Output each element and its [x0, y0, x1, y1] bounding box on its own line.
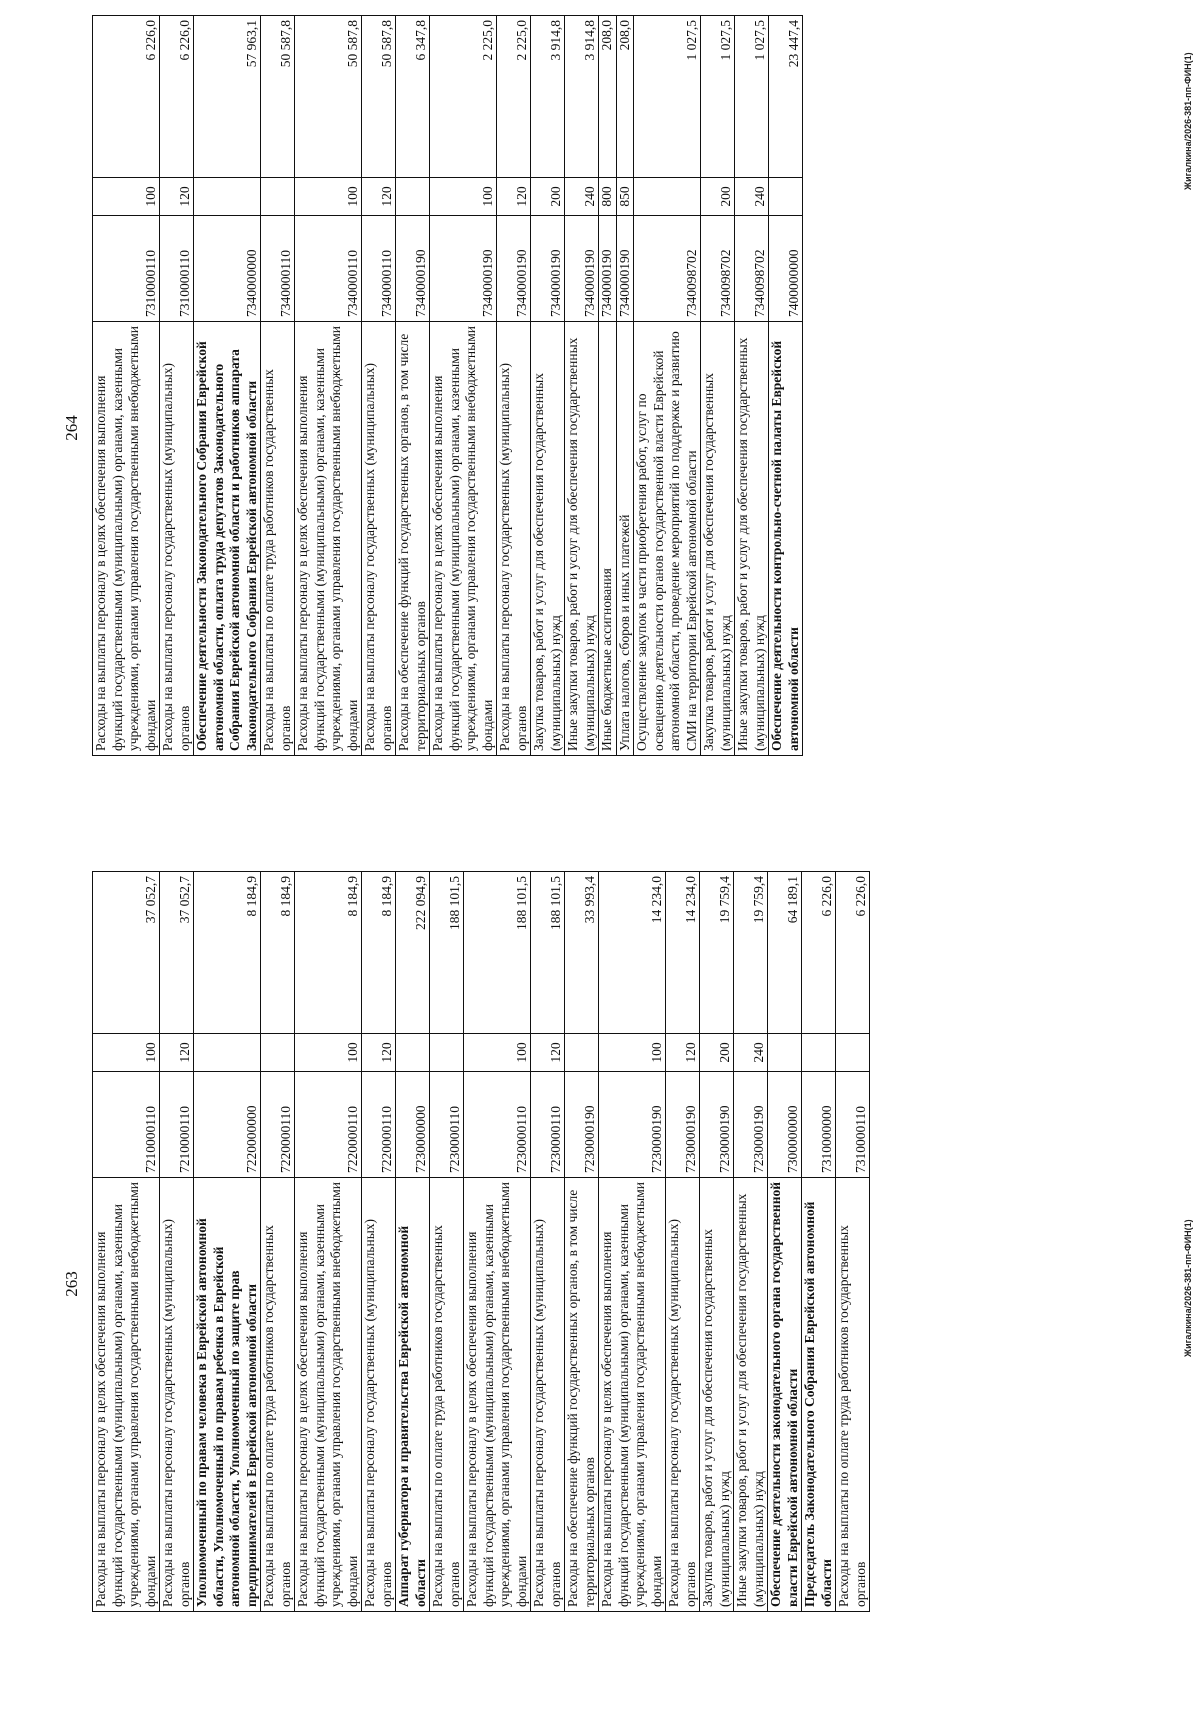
row-sum: 6 226,0	[802, 872, 836, 1034]
budget-table-left	[92, 871, 870, 1612]
row-sum: 222 094,9	[396, 872, 430, 1034]
row-name: Расходы на выплаты персоналу государственных (муниципальных) органов	[362, 322, 396, 756]
table-row	[634, 16, 701, 756]
row-name: Аппарат губернатора и правительства Еврейской автономной области	[396, 1178, 430, 1612]
row-sum: 188 101,5	[464, 872, 531, 1034]
row-kvr: 240	[565, 178, 599, 216]
row-code: 7340098702	[735, 216, 769, 322]
row-name: Расходы на выплаты персоналу в целях обеспечения выполнения функций государственными (муниципальными) органами, казенными учреждениями, органами управления государственными внебюджетными фондами	[295, 322, 362, 756]
row-code: 7340000190	[616, 216, 634, 322]
row-kvr: 100	[93, 1034, 160, 1072]
row-kvr: 100	[464, 1034, 531, 1072]
table-row	[769, 16, 803, 756]
row-code: 7230000110	[464, 1072, 531, 1178]
page-number: 263	[62, 1271, 81, 1297]
page-263	[0, 856, 1200, 1712]
row-kvr: 240	[734, 1034, 768, 1072]
row-sum: 14 234,0	[666, 872, 700, 1034]
row-name: Расходы на выплаты по оплате труда работников государственных органов	[836, 1178, 870, 1612]
table-row	[261, 872, 295, 1612]
footer-code: Жигалкина/2026-381-пп-ФИН(1)	[1183, 1219, 1193, 1357]
row-name: Расходы на выплаты персоналу в целях обеспечения выполнения функций государственными (муниципальными) органами, казенными учреждениями, органами управления государственными внебюджетными фондами	[430, 322, 497, 756]
table-row	[362, 16, 396, 756]
row-sum: 6 226,0	[93, 16, 160, 178]
row-code: 7340000190	[531, 216, 565, 322]
row-kvr: 120	[497, 178, 531, 216]
table-row	[93, 16, 160, 756]
row-kvr	[634, 178, 701, 216]
row-name: Закупка товаров, работ и услуг для обеспечения государственных (муниципальных) нужд	[531, 322, 565, 756]
table-row	[565, 16, 599, 756]
row-name: Обеспечение деятельности Законодательного Собрания Еврейской автономной области, оплата труда депутатов Законодательного Собрания Еврейской автономной области и работников аппарата Законодательного Собрания Еврейской автономной области	[194, 322, 261, 756]
row-code: 7310000000	[802, 1072, 836, 1178]
row-code: 7340000110	[362, 216, 396, 322]
table-row	[700, 872, 734, 1612]
row-kvr	[194, 178, 261, 216]
row-kvr	[396, 1034, 430, 1072]
row-code: 7340000190	[497, 216, 531, 322]
row-code: 7400000000	[769, 216, 803, 322]
row-code: 7310000110	[93, 216, 160, 322]
row-code: 7220000110	[295, 1072, 362, 1178]
row-name: Иные закупки товаров, работ и услуг для обеспечения государственных (муниципальных) нужд	[735, 322, 769, 756]
row-kvr: 120	[160, 178, 194, 216]
table-row	[768, 872, 802, 1612]
row-sum: 1 027,5	[634, 16, 701, 178]
row-name: Иные закупки товаров, работ и услуг для обеспечения государственных (муниципальных) нужд	[734, 1178, 768, 1612]
table-row	[194, 16, 261, 756]
row-code: 7340000190	[396, 216, 430, 322]
table-row	[531, 16, 565, 756]
row-name: Расходы на выплаты персоналу государственных (муниципальных) органов	[362, 1178, 396, 1612]
row-name: Иные бюджетные ассигнования	[599, 322, 617, 756]
row-name: Закупка товаров, работ и услуг для обеспечения государственных (муниципальных) нужд	[700, 1178, 734, 1612]
row-kvr	[768, 1034, 802, 1072]
row-code: 7340000110	[261, 216, 295, 322]
table-row	[295, 16, 362, 756]
row-sum: 14 234,0	[599, 872, 666, 1034]
row-sum: 37 052,7	[160, 872, 194, 1034]
table-row	[160, 16, 194, 756]
row-code: 7230000190	[599, 1072, 666, 1178]
row-code: 7340000110	[295, 216, 362, 322]
row-sum: 188 101,5	[430, 872, 464, 1034]
table-row	[701, 16, 735, 756]
table-row	[802, 872, 836, 1612]
row-sum: 3 914,8	[531, 16, 565, 178]
row-code: 7220000110	[261, 1072, 295, 1178]
row-kvr: 120	[160, 1034, 194, 1072]
row-name: Расходы на выплаты персоналу в целях обеспечения выполнения функций государственными (муниципальными) органами, казенными учреждениями, органами управления государственными внебюджетными фондами	[93, 322, 160, 756]
row-kvr	[261, 1034, 295, 1072]
row-code: 7230000190	[734, 1072, 768, 1178]
row-code: 7230000000	[396, 1072, 430, 1178]
row-kvr: 200	[701, 178, 735, 216]
row-kvr	[396, 178, 430, 216]
row-code: 7340000190	[565, 216, 599, 322]
row-sum: 19 759,4	[700, 872, 734, 1034]
row-sum: 23 447,4	[769, 16, 803, 178]
row-sum: 19 759,4	[734, 872, 768, 1034]
row-code: 7340000190	[599, 216, 617, 322]
row-name: Расходы на выплаты по оплате труда работников государственных органов	[430, 1178, 464, 1612]
row-name: Расходы на выплаты персоналу в целях обеспечения выполнения функций государственными (муниципальными) органами, казенными учреждениями, органами управления государственными внебюджетными фондами	[464, 1178, 531, 1612]
row-name: Расходы на выплаты по оплате труда работников государственных органов	[261, 322, 295, 756]
row-sum: 3 914,8	[565, 16, 599, 178]
row-kvr	[430, 1034, 464, 1072]
table-row	[261, 16, 295, 756]
row-sum: 6 226,0	[836, 872, 870, 1034]
table-row	[599, 872, 666, 1612]
row-sum: 50 587,8	[362, 16, 396, 178]
row-code: 7340000000	[194, 216, 261, 322]
row-sum: 57 963,1	[194, 16, 261, 178]
table-row	[616, 16, 634, 756]
row-sum: 8 184,9	[261, 872, 295, 1034]
row-name: Расходы на выплаты персоналу в целях обеспечения выполнения функций государственными (муниципальными) органами, казенными учреждениями, органами управления государственными внебюджетными фондами	[93, 1178, 160, 1612]
row-name: Расходы на выплаты персоналу государственных (муниципальных) органов	[497, 322, 531, 756]
row-kvr: 100	[295, 1034, 362, 1072]
row-sum: 2 225,0	[430, 16, 497, 178]
row-name: Расходы на выплаты персоналу государственных (муниципальных) органов	[666, 1178, 700, 1612]
table-row	[93, 872, 160, 1612]
row-kvr: 120	[362, 178, 396, 216]
row-code: 7210000110	[160, 1072, 194, 1178]
row-kvr: 100	[93, 178, 160, 216]
row-name: Расходы на выплаты персоналу государственных (муниципальных) органов	[531, 1178, 565, 1612]
row-kvr: 240	[735, 178, 769, 216]
row-sum: 208,0	[616, 16, 634, 178]
row-name: Расходы на выплаты персоналу государственных (муниципальных) органов	[160, 1178, 194, 1612]
row-code: 7230000190	[666, 1072, 700, 1178]
row-name: Расходы на обеспечение функций государственных органов, в том числе территориальных органов	[565, 1178, 599, 1612]
row-kvr	[194, 1034, 261, 1072]
row-sum: 33 993,4	[565, 872, 599, 1034]
row-kvr: 200	[531, 178, 565, 216]
page-number: 264	[62, 415, 81, 441]
table-row	[430, 16, 497, 756]
row-name: Уполномоченный по правам человека в Еврейской автономной области, Уполномоченный по правам ребенка в Еврейской автономной области, Уполномоченный по защите прав предпринимателей в Еврейской автономной области	[194, 1178, 261, 1612]
row-name: Закупка товаров, работ и услуг для обеспечения государственных (муниципальных) нужд	[701, 322, 735, 756]
row-sum: 8 184,9	[194, 872, 261, 1034]
table-row	[666, 872, 700, 1612]
row-sum: 8 184,9	[295, 872, 362, 1034]
row-code: 7230000110	[531, 1072, 565, 1178]
row-kvr	[836, 1034, 870, 1072]
row-name: Председатель Законодательного Собрания Еврейской автономной области	[802, 1178, 836, 1612]
table-row	[464, 872, 531, 1612]
table-row	[531, 872, 565, 1612]
row-kvr: 100	[295, 178, 362, 216]
row-sum: 1 027,5	[735, 16, 769, 178]
row-code: 7310000110	[160, 216, 194, 322]
row-code: 7230000190	[700, 1072, 734, 1178]
row-code: 7220000110	[362, 1072, 396, 1178]
row-kvr: 850	[616, 178, 634, 216]
row-sum: 8 184,9	[362, 872, 396, 1034]
table-row	[734, 872, 768, 1612]
row-kvr	[261, 178, 295, 216]
row-kvr: 100	[430, 178, 497, 216]
row-kvr: 120	[666, 1034, 700, 1072]
row-name: Осуществление закупок в части приобретения работ, услуг по освещению деятельности органов государственной власти Еврейской автономной области, проведение мероприятий по поддержке и развитию СМИ на территории Еврейской автономной области	[634, 322, 701, 756]
table-row	[295, 872, 362, 1612]
footer-code: Жигалкина/2026-381-пп-ФИН(1)	[1183, 52, 1193, 190]
row-code: 7340098702	[634, 216, 701, 322]
budget-table-right	[92, 15, 803, 756]
row-code: 7310000110	[836, 1072, 870, 1178]
table-row	[194, 872, 261, 1612]
row-code: 7220000000	[194, 1072, 261, 1178]
row-sum: 1 027,5	[701, 16, 735, 178]
table-row	[735, 16, 769, 756]
table-row	[599, 16, 617, 756]
table-row	[836, 872, 870, 1612]
row-code: 7340098702	[701, 216, 735, 322]
table-row	[396, 16, 430, 756]
row-sum: 50 587,8	[295, 16, 362, 178]
row-kvr	[769, 178, 803, 216]
row-kvr	[802, 1034, 836, 1072]
row-name: Расходы на выплаты по оплате труда работников государственных органов	[261, 1178, 295, 1612]
row-code: 7300000000	[768, 1072, 802, 1178]
row-kvr: 800	[599, 178, 617, 216]
row-name: Расходы на выплаты персоналу в целях обеспечения выполнения функций государственными (муниципальными) органами, казенными учреждениями, органами управления государственными внебюджетными фондами	[599, 1178, 666, 1612]
row-sum: 188 101,5	[531, 872, 565, 1034]
row-sum: 37 052,7	[93, 872, 160, 1034]
row-code: 7230000190	[565, 1072, 599, 1178]
row-kvr: 120	[531, 1034, 565, 1072]
table-row	[160, 872, 194, 1612]
row-sum: 6 347,8	[396, 16, 430, 178]
row-name: Расходы на обеспечение функций государственных органов, в том числе территориальных органов	[396, 322, 430, 756]
row-name: Расходы на выплаты персоналу в целях обеспечения выполнения функций государственными (муниципальными) органами, казенными учреждениями, органами управления государственными внебюджетными фондами	[295, 1178, 362, 1612]
row-sum: 50 587,8	[261, 16, 295, 178]
row-name: Уплата налогов, сборов и иных платежей	[616, 322, 634, 756]
row-name: Иные закупки товаров, работ и услуг для обеспечения государственных (муниципальных) нужд	[565, 322, 599, 756]
row-sum: 6 226,0	[160, 16, 194, 178]
row-code: 7340000190	[430, 216, 497, 322]
row-name: Расходы на выплаты персоналу государственных (муниципальных) органов	[160, 322, 194, 756]
table-row	[362, 872, 396, 1612]
row-name: Обеспечение деятельности законодательного органа государственной власти Еврейской автономной области	[768, 1178, 802, 1612]
row-sum: 208,0	[599, 16, 617, 178]
table-row	[565, 872, 599, 1612]
row-sum: 2 225,0	[497, 16, 531, 178]
table-row	[430, 872, 464, 1612]
table-row	[497, 16, 531, 756]
row-sum: 64 189,1	[768, 872, 802, 1034]
table-row	[396, 872, 430, 1612]
row-name: Обеспечение деятельности контрольно-счетной палаты Еврейской автономной области	[769, 322, 803, 756]
row-code: 7230000110	[430, 1072, 464, 1178]
row-kvr: 100	[599, 1034, 666, 1072]
row-code: 7210000110	[93, 1072, 160, 1178]
row-kvr: 200	[700, 1034, 734, 1072]
row-kvr	[565, 1034, 599, 1072]
row-kvr: 120	[362, 1034, 396, 1072]
